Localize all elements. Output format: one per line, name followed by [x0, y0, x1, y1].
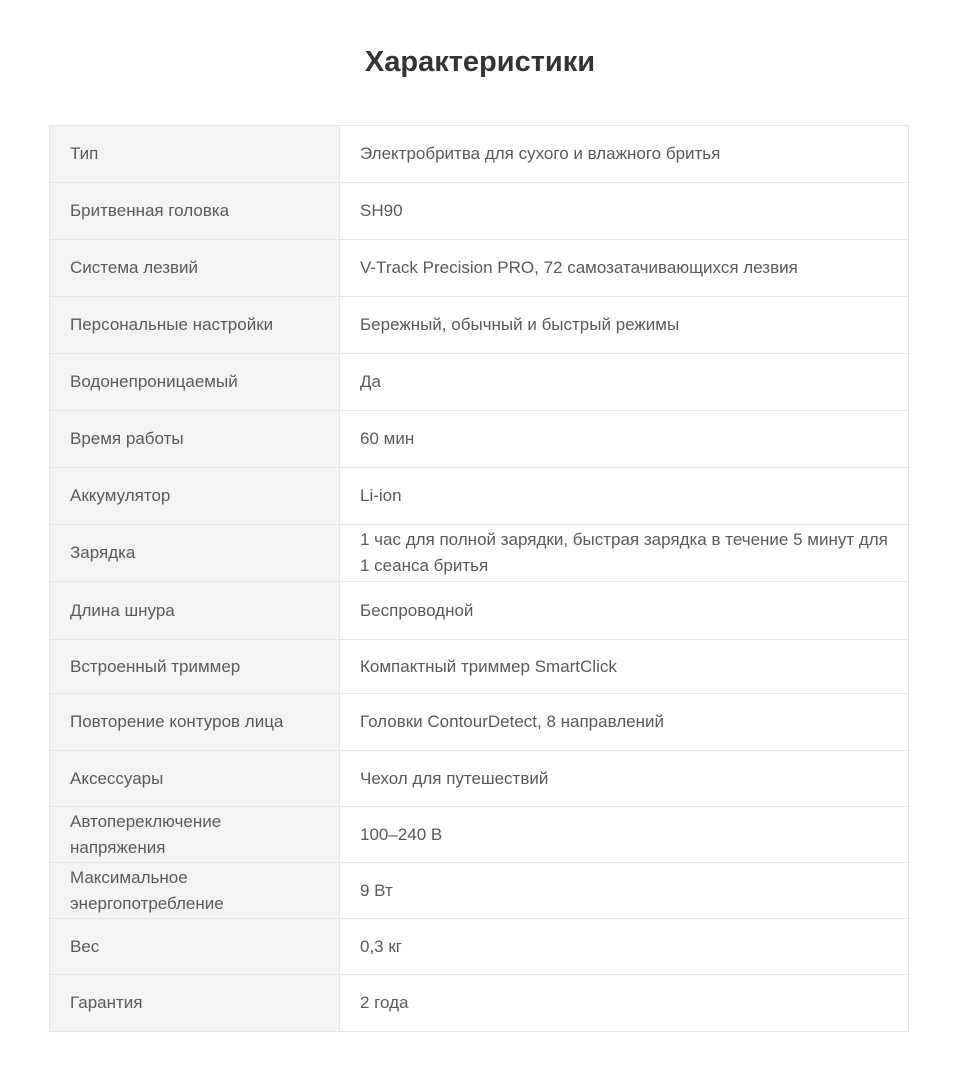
- spec-value: Да: [340, 354, 909, 411]
- table-row: [50, 975, 909, 1032]
- spec-value: Электробритва для сухого и влажного бритья: [340, 126, 909, 183]
- spec-value: SH90: [340, 183, 909, 240]
- specs-table: [49, 125, 909, 1032]
- spec-label: Длина шнура: [50, 582, 340, 640]
- table-row: [50, 183, 909, 240]
- spec-label: Время работы: [50, 411, 340, 468]
- table-row: [50, 863, 909, 919]
- spec-value: Беспроводной: [340, 582, 909, 640]
- table-row: [50, 468, 909, 525]
- spec-label: Гарантия: [50, 975, 340, 1032]
- spec-label: Бритвенная головка: [50, 183, 340, 240]
- spec-value: 1 час для полной зарядки, быстрая зарядка в течение 5 минут для 1 сеанса бритья: [340, 525, 909, 582]
- table-row: [50, 807, 909, 863]
- table-row: [50, 525, 909, 582]
- spec-value: V-Track Precision PRO, 72 самозатачивающихся лезвия: [340, 240, 909, 297]
- spec-value: 9 Вт: [340, 863, 909, 919]
- table-row: [50, 411, 909, 468]
- spec-value: 60 мин: [340, 411, 909, 468]
- table-row: [50, 694, 909, 751]
- spec-label: Система лезвий: [50, 240, 340, 297]
- spec-value: Чехол для путешествий: [340, 751, 909, 807]
- table-row: [50, 582, 909, 640]
- spec-value: 100–240 В: [340, 807, 909, 863]
- spec-label: Тип: [50, 126, 340, 183]
- spec-label: Персональные настройки: [50, 297, 340, 354]
- table-row: [50, 297, 909, 354]
- spec-value: Головки ContourDetect, 8 направлений: [340, 694, 909, 751]
- spec-label: Водонепроницаемый: [50, 354, 340, 411]
- table-row: [50, 751, 909, 807]
- table-row: [50, 354, 909, 411]
- table-row: [50, 240, 909, 297]
- spec-label: Повторение контуров лица: [50, 694, 340, 751]
- spec-value: 2 года: [340, 975, 909, 1032]
- spec-value: 0,3 кг: [340, 919, 909, 975]
- table-row: [50, 126, 909, 183]
- spec-value: Компактный триммер SmartClick: [340, 640, 909, 694]
- spec-label: Зарядка: [50, 525, 340, 582]
- page-title: Характеристики: [364, 46, 596, 78]
- spec-label: Аксессуары: [50, 751, 340, 807]
- spec-label: Максимальное энергопотребление: [50, 863, 340, 919]
- table-row: [50, 640, 909, 694]
- spec-label: Вес: [50, 919, 340, 975]
- spec-value: Бережный, обычный и быстрый режимы: [340, 297, 909, 354]
- spec-value: Li-ion: [340, 468, 909, 525]
- table-row: [50, 919, 909, 975]
- spec-label: Автопереключение напряжения: [50, 807, 340, 863]
- spec-label: Встроенный триммер: [50, 640, 340, 694]
- spec-label: Аккумулятор: [50, 468, 340, 525]
